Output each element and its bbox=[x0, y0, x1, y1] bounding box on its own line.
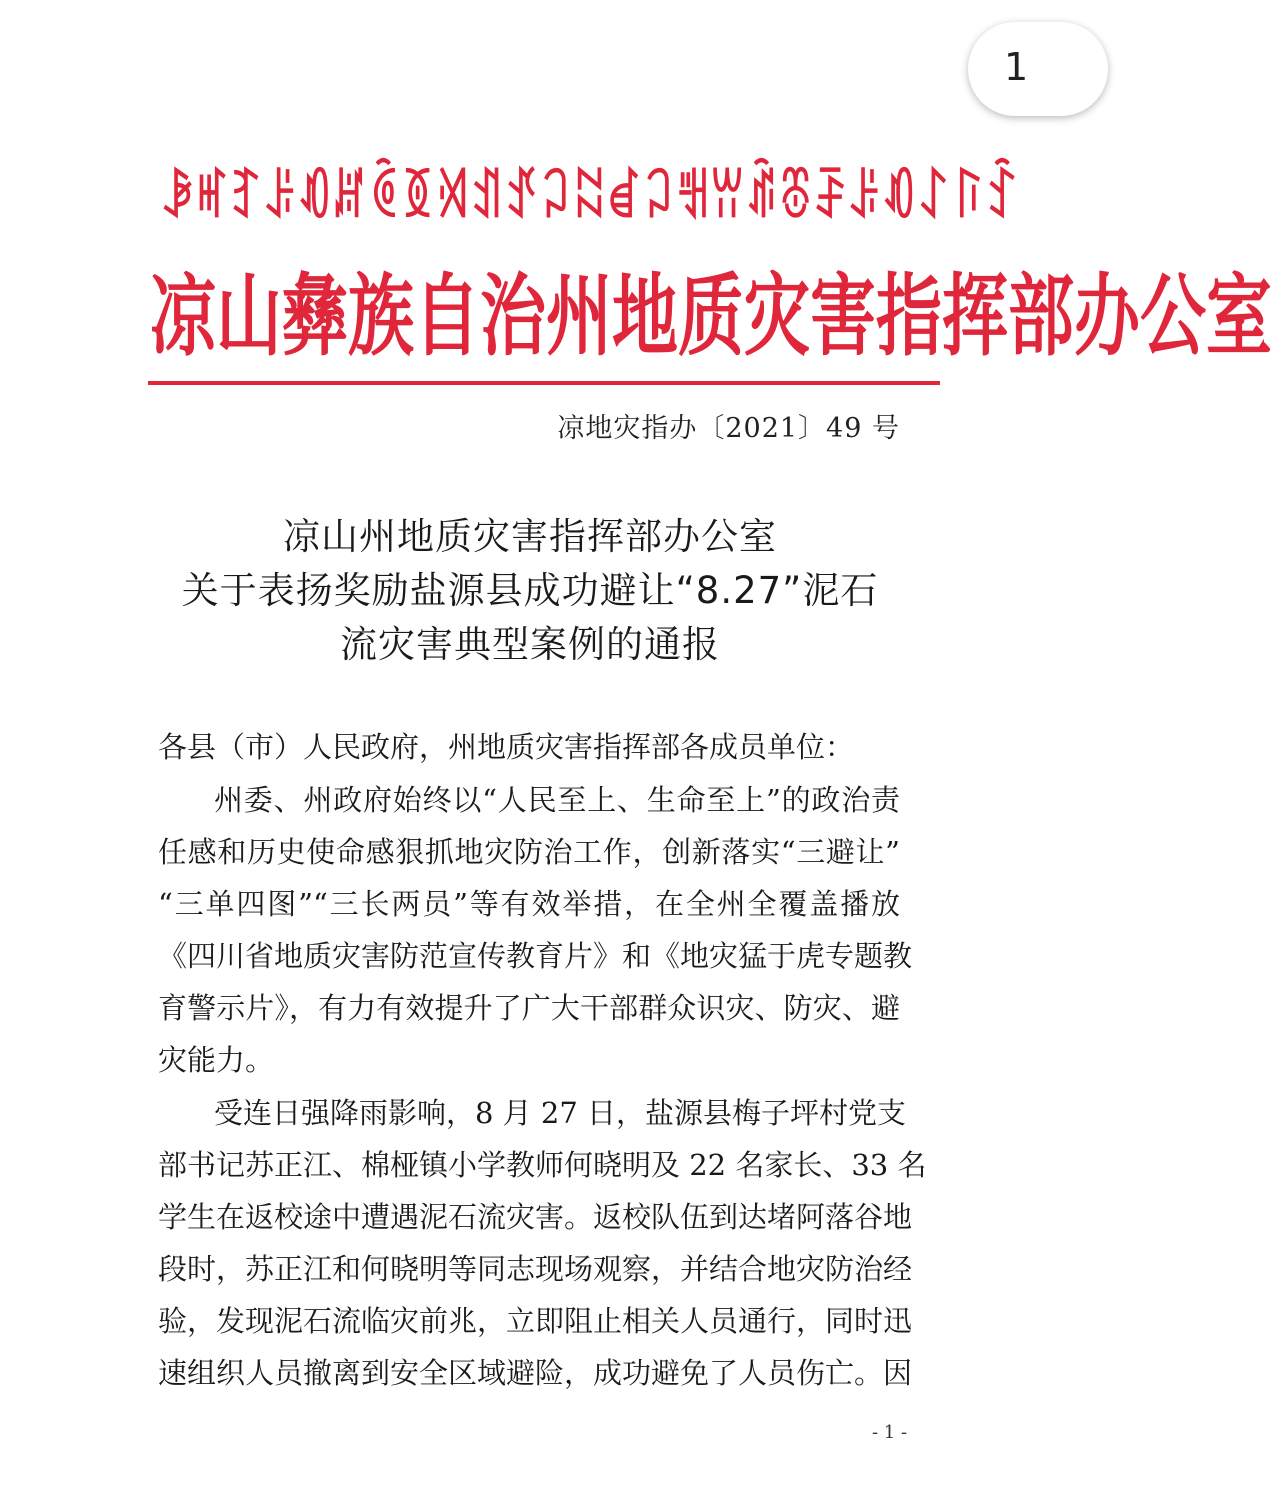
org-header-char: 部 bbox=[1008, 262, 1074, 369]
paragraph-2-line: 段时，苏正江和何晓明等同志现场观察，并结合地灾防治经 bbox=[158, 1252, 913, 1286]
org-header-char: 指 bbox=[876, 262, 942, 369]
yi-header-glyph: ꉗ bbox=[985, 166, 1020, 231]
yi-header-glyph: ꆈ bbox=[228, 166, 264, 231]
org-header-char: 族 bbox=[348, 262, 414, 369]
paragraph-1-line: 任感和历史使命感狠抓地灾防治工作，创新落实“三避让” bbox=[158, 835, 900, 869]
paragraph-1-line: “三单四图”“三长两员”等有效举措，在全州全覆盖播放 bbox=[158, 887, 900, 921]
org-header-char: 治 bbox=[480, 262, 546, 369]
org-header-char: 山 bbox=[216, 262, 282, 369]
paragraph-2-line: 速组织人员撤离到安全区域避险，成功避免了人员伤亡。因 bbox=[158, 1356, 913, 1390]
yi-header-glyph: ꀋ bbox=[503, 166, 539, 231]
page-number-label: 1 bbox=[1004, 45, 1029, 89]
yi-header-glyph: ꀒ bbox=[881, 166, 917, 231]
salutation: 各县（市）人民政府，州地质灾害指挥部各成员单位： bbox=[158, 730, 855, 764]
org-header-char: 质 bbox=[678, 262, 744, 369]
yi-header-glyph: ꃀ bbox=[538, 166, 573, 231]
yi-header-glyph: ꅉ bbox=[400, 166, 435, 231]
yi-header-glyph: ꀊ bbox=[469, 166, 504, 231]
paragraph-1-line: 州委、州政府始终以“人民至上、生命至上”的政治责 bbox=[214, 783, 900, 817]
yi-header-glyph: ꁭ bbox=[744, 166, 779, 231]
org-header-char: 地 bbox=[612, 262, 678, 369]
paragraph-1-line: 灾能力。 bbox=[158, 1043, 275, 1077]
paragraph-1-line: 《四川省地质灾害防范宣传教育片》和《地灾猛于虎专题教 bbox=[158, 939, 913, 973]
org-header-char: 室 bbox=[1206, 262, 1272, 369]
yi-header-glyph: ꏦ bbox=[331, 166, 367, 231]
page-footer-number: - 1 - bbox=[872, 1422, 908, 1443]
title-line-3: 流灾害典型案例的通报 bbox=[340, 623, 720, 666]
yi-header-glyph: ꋍ bbox=[916, 166, 951, 231]
red-divider-rule bbox=[148, 381, 940, 385]
title-line-2: 关于表扬奖励盐源县成功避让“8.27”泥石 bbox=[181, 569, 879, 612]
document-number: 凉地灾指办〔2021〕49 号 bbox=[557, 413, 900, 444]
paragraph-1-line: 育警示片》，有力有效提升了广大干部群众识灾、防灾、避 bbox=[158, 991, 900, 1025]
org-header-char: 挥 bbox=[942, 262, 1008, 369]
yi-header-glyph: ꆃ bbox=[160, 166, 195, 231]
yi-header-glyph: ꀒ bbox=[297, 166, 332, 231]
yi-header-glyph: ꀸ bbox=[606, 166, 642, 231]
org-header-char: 害 bbox=[810, 262, 876, 369]
yi-header-glyph: ꄉ bbox=[435, 166, 470, 231]
issuing-organization-header bbox=[150, 227, 1272, 389]
yi-header-glyph: ꉆ bbox=[572, 166, 607, 231]
yi-header-glyph: ꌠ bbox=[263, 166, 298, 231]
org-header-char: 彝 bbox=[282, 262, 348, 369]
yi-header-glyph: ꀕ bbox=[710, 166, 745, 231]
org-header-char: 公 bbox=[1140, 262, 1206, 369]
title-line-1: 凉山州地质灾害指挥部办公室 bbox=[283, 515, 777, 558]
yi-header-glyph: ꑍ bbox=[950, 166, 985, 231]
paragraph-2-line: 部书记苏正江、棉桠镇小学教师何晓明及 22 名家长、33 名 bbox=[158, 1148, 927, 1182]
yi-header-glyph: ꃀ bbox=[641, 166, 676, 231]
org-header-char: 凉 bbox=[150, 262, 216, 369]
paragraph-2-line: 验，发现泥石流临灾前兆，立即阻止相关人员通行，同时迅 bbox=[158, 1304, 913, 1338]
page-number-tab[interactable] bbox=[968, 22, 1108, 116]
org-header-char: 灾 bbox=[744, 262, 810, 369]
org-header-char: 州 bbox=[546, 262, 612, 369]
paragraph-2-line: 受连日强降雨影响，8 月 27 日，盐源县梅子坪村党支 bbox=[214, 1096, 907, 1130]
yi-header-glyph: ꎭ bbox=[194, 166, 229, 231]
yi-header-glyph: ꄚ bbox=[813, 166, 848, 231]
yi-header-glyph: ꏱ bbox=[366, 166, 401, 231]
org-header-char: 办 bbox=[1074, 262, 1140, 369]
yi-header-glyph: ꅿ bbox=[675, 166, 710, 231]
yi-header-glyph: ꁨ bbox=[778, 166, 814, 231]
yi-header-glyph: ꌠ bbox=[847, 166, 882, 231]
org-header-char: 自 bbox=[414, 262, 480, 369]
paragraph-2-line: 学生在返校途中遭遇泥石流灾害。返校队伍到达堵阿落谷地 bbox=[158, 1200, 913, 1234]
